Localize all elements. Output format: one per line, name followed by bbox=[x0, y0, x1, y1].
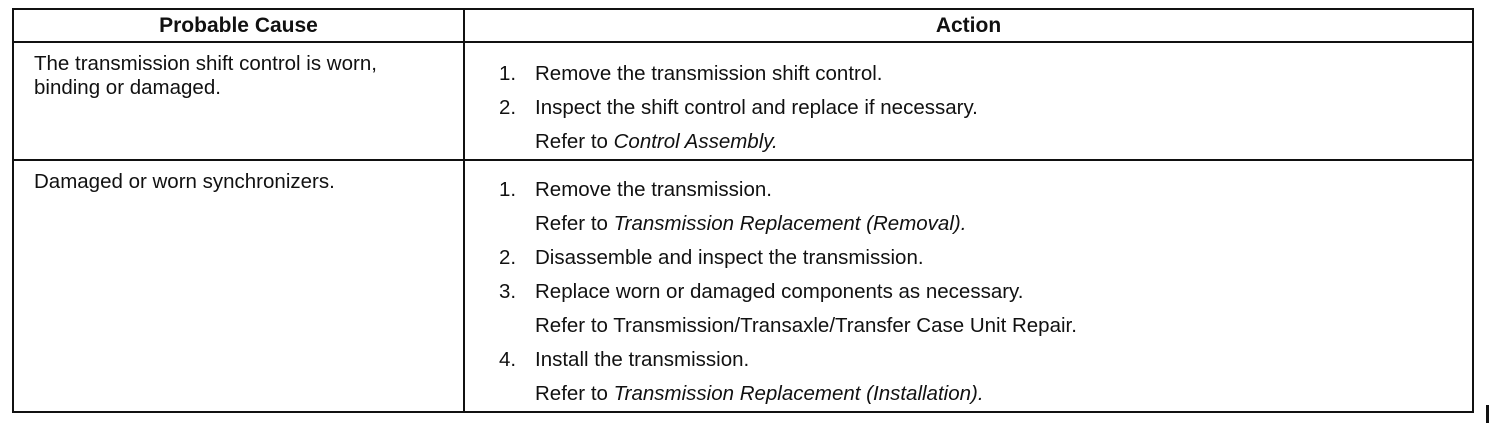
header-row bbox=[13, 9, 1473, 42]
step-number: 3. bbox=[499, 280, 517, 303]
diagnostic-table bbox=[12, 8, 1474, 413]
step-number: 1. bbox=[499, 178, 517, 201]
step-number: 4. bbox=[499, 348, 517, 371]
step-number: 2. bbox=[499, 246, 517, 269]
action-step bbox=[465, 91, 1472, 159]
page-edge-mark bbox=[1486, 405, 1489, 423]
cause-text: The transmission shift control is worn, binding or damaged. bbox=[34, 52, 377, 99]
header-action: Action bbox=[464, 9, 1473, 42]
step-reference bbox=[465, 377, 1472, 411]
reference-link: Control Assembly. bbox=[613, 130, 778, 153]
step-text: Inspect the shift control and replace if necessary. bbox=[535, 96, 978, 119]
action-step bbox=[465, 173, 1472, 241]
action-cell bbox=[464, 42, 1473, 160]
reference-prefix: Refer to Transmission/Transaxle/Transfer Case Unit Repair. bbox=[535, 314, 1077, 337]
cause-cell bbox=[13, 42, 464, 160]
reference-link: Transmission Replacement (Removal). bbox=[613, 212, 967, 235]
step-text: Install the transmission. bbox=[535, 348, 750, 371]
step-number: 1. bbox=[499, 62, 517, 85]
action-step bbox=[465, 275, 1472, 343]
reference-prefix: Refer to bbox=[535, 382, 614, 405]
table-row bbox=[13, 42, 1473, 160]
table-row bbox=[13, 160, 1473, 412]
reference-prefix: Refer to bbox=[535, 212, 614, 235]
step-reference bbox=[465, 207, 1472, 241]
step-reference bbox=[465, 125, 1472, 159]
action-step bbox=[465, 57, 1472, 91]
action-steps bbox=[465, 43, 1472, 159]
header-probable-cause: Probable Cause bbox=[13, 9, 464, 42]
step-text: Replace worn or damaged components as necessary. bbox=[535, 280, 1024, 303]
step-reference bbox=[465, 309, 1472, 343]
reference-prefix: Refer to bbox=[535, 130, 614, 153]
step-text: Disassemble and inspect the transmission. bbox=[535, 246, 924, 269]
action-step bbox=[465, 343, 1472, 411]
cause-text: Damaged or worn synchronizers. bbox=[34, 170, 335, 193]
action-step bbox=[465, 241, 1472, 275]
step-number: 2. bbox=[499, 96, 517, 119]
cause-cell bbox=[13, 160, 464, 412]
action-steps bbox=[465, 161, 1472, 411]
action-cell bbox=[464, 160, 1473, 412]
step-text: Remove the transmission shift control. bbox=[535, 62, 883, 85]
reference-link: Transmission Replacement (Installation). bbox=[613, 382, 984, 405]
step-text: Remove the transmission. bbox=[535, 178, 772, 201]
